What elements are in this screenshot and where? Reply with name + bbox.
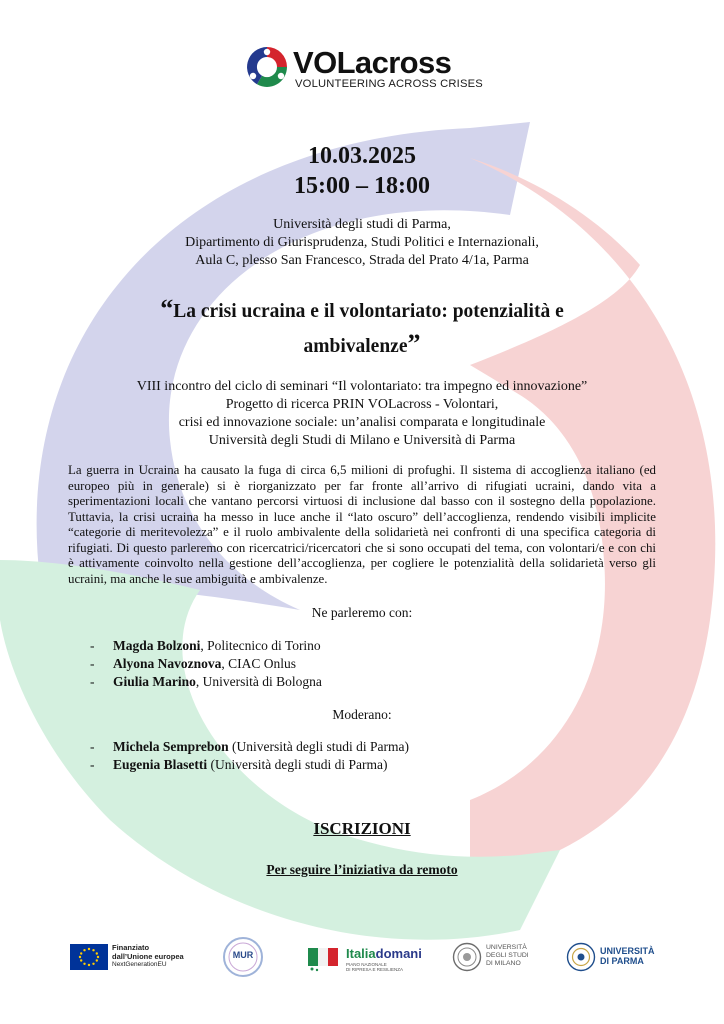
eu-flag-icon — [70, 944, 108, 970]
event-date: 10.03.2025 — [308, 143, 416, 169]
unimi-line-3: DI MILANO — [486, 960, 521, 967]
moderator-name: Michela Semprebon — [113, 739, 229, 754]
moderator-name: Eugenia Blasetti — [113, 757, 208, 772]
title-open-quote: “ — [160, 294, 174, 323]
venue-line: Università degli studi di Parma, — [273, 217, 451, 232]
italia-brand-b: domani — [375, 946, 422, 961]
speaker-name: Alyona Navoznova — [113, 656, 222, 671]
speaker-affiliation: , CIAC Onlus — [221, 656, 297, 671]
moderators-list — [90, 738, 610, 774]
mur-label: MUR — [232, 950, 254, 960]
unipr-seal-icon — [566, 942, 596, 972]
volacross-mark-icon — [244, 44, 290, 90]
venue-line: Dipartimento di Giurisprudenza, Studi Politici e Internazionali, — [185, 235, 539, 250]
event-time: 15:00 – 18:00 — [294, 173, 430, 199]
eu-line-2: dall’Unione europea — [112, 951, 184, 961]
italia-brand-a: Italia — [346, 946, 376, 961]
italia-sub-2: DI RIPRESA E RESILIENZA — [346, 967, 404, 972]
italia-domani-logo — [306, 942, 426, 976]
mur-logo — [222, 936, 264, 978]
speakers-list — [90, 637, 610, 691]
unimi-line-2: DEGLI STUDI — [486, 952, 529, 959]
title-line-1: La crisi ucraina e il volontariato: potenzialità e — [173, 301, 564, 322]
series-line: Progetto di ricerca PRIN VOLacross - Volontari, — [225, 397, 499, 412]
speaker-name: Magda Bolzoni — [113, 638, 201, 653]
moderators-heading: Moderano: — [332, 707, 392, 722]
eu-line-1: Finanziato — [112, 943, 150, 952]
title-close-quote: ” — [407, 329, 421, 358]
series-line: Università degli Studi di Milano e Università di Parma — [208, 433, 516, 448]
list-item: - Alyona Navoznova, CIAC Onlus — [90, 656, 297, 671]
event-venue — [0, 216, 724, 270]
speaker-affiliation: , Politecnico di Torino — [200, 638, 321, 653]
title-line-2: ambivalenze — [303, 336, 408, 357]
list-item: - Giulia Marino, Università di Bologna — [90, 674, 322, 689]
list-item: - Magda Bolzoni, Politecnico di Torino — [90, 638, 321, 653]
brand-tagline: VOLUNTEERING ACROSS CRISES — [295, 78, 483, 90]
venue-line: Aula C, plesso San Francesco, Strada del Prato 4/1a, Parma — [195, 253, 529, 268]
speaker-name: Giulia Marino — [113, 674, 196, 689]
moderator-affiliation: (Università degli studi di Parma) — [228, 739, 409, 754]
brand-name: VOLacross — [293, 45, 452, 80]
unipr-line-2: DI PARMA — [600, 956, 644, 966]
italia-domani-mark-icon — [306, 942, 342, 972]
remote-participation-link[interactable]: Per seguire l’iniziativa da remoto — [266, 862, 458, 877]
eu-line-3: NextGenerationEU — [112, 961, 167, 968]
speakers-heading: Ne parleremo con: — [311, 605, 413, 620]
volacross-logo — [244, 44, 484, 94]
unimi-logo — [452, 942, 542, 974]
speaker-affiliation: , Università di Bologna — [195, 674, 322, 689]
unimi-line-1: UNIVERSITÀ — [486, 944, 527, 951]
moderator-affiliation: (Università degli studi di Parma) — [207, 757, 388, 772]
unimi-seal-icon — [452, 942, 482, 972]
registration-link[interactable]: ISCRIZIONI — [313, 819, 411, 838]
unipr-logo — [566, 940, 666, 974]
event-title — [0, 293, 724, 363]
series-line: VIII incontro del ciclo di seminari “Il volontariato: tra impegno ed innovazione” — [136, 379, 588, 394]
unipr-line-1: UNIVERSITÀ — [600, 946, 655, 956]
event-description: La guerra in Ucraina ha causato la fuga di circa 6,5 milioni di profughi. Il sistema di accoglienza italiano (ed europeo più in generale) si è riorganizzato per far fronte all’arrivo di rifugiati ucraini, dando vita a sperimentazioni locali che vantano percorsi virtuosi di inclusione dal basso con il sostegno della popolazione. Tuttavia, la crisi ucraina ha messo in luce anche il “lato oscuro” dell’accoglienza, rendendo visibili implicite “categorie di meritevolezza” e il ruolo ambivalente della solidarietà nei confronti di una specifica categoria di rifugiati. Di questo parleremo con ricercatrici/ricercatori che si sono occupati del tema, con volontari/e e con chi è attivamente coinvolto nella gestione dell’accoglienza, per cogliere le potenzialità della solidarietà verso gli ucraini, ma anche le sue ambiguità e ambivalenze. — [68, 463, 656, 586]
italia-sub-1: PIANO NAZIONALE — [346, 962, 387, 967]
seminar-series-info — [0, 378, 724, 450]
list-item: - Michela Semprebon (Università degli studi di Parma) — [90, 739, 409, 754]
eu-funding-logo — [70, 944, 190, 972]
list-item: - Eugenia Blasetti (Università degli studi di Parma) — [90, 757, 388, 772]
series-line: crisi ed innovazione sociale: un’analisi comparata e longitudinale — [178, 415, 546, 430]
